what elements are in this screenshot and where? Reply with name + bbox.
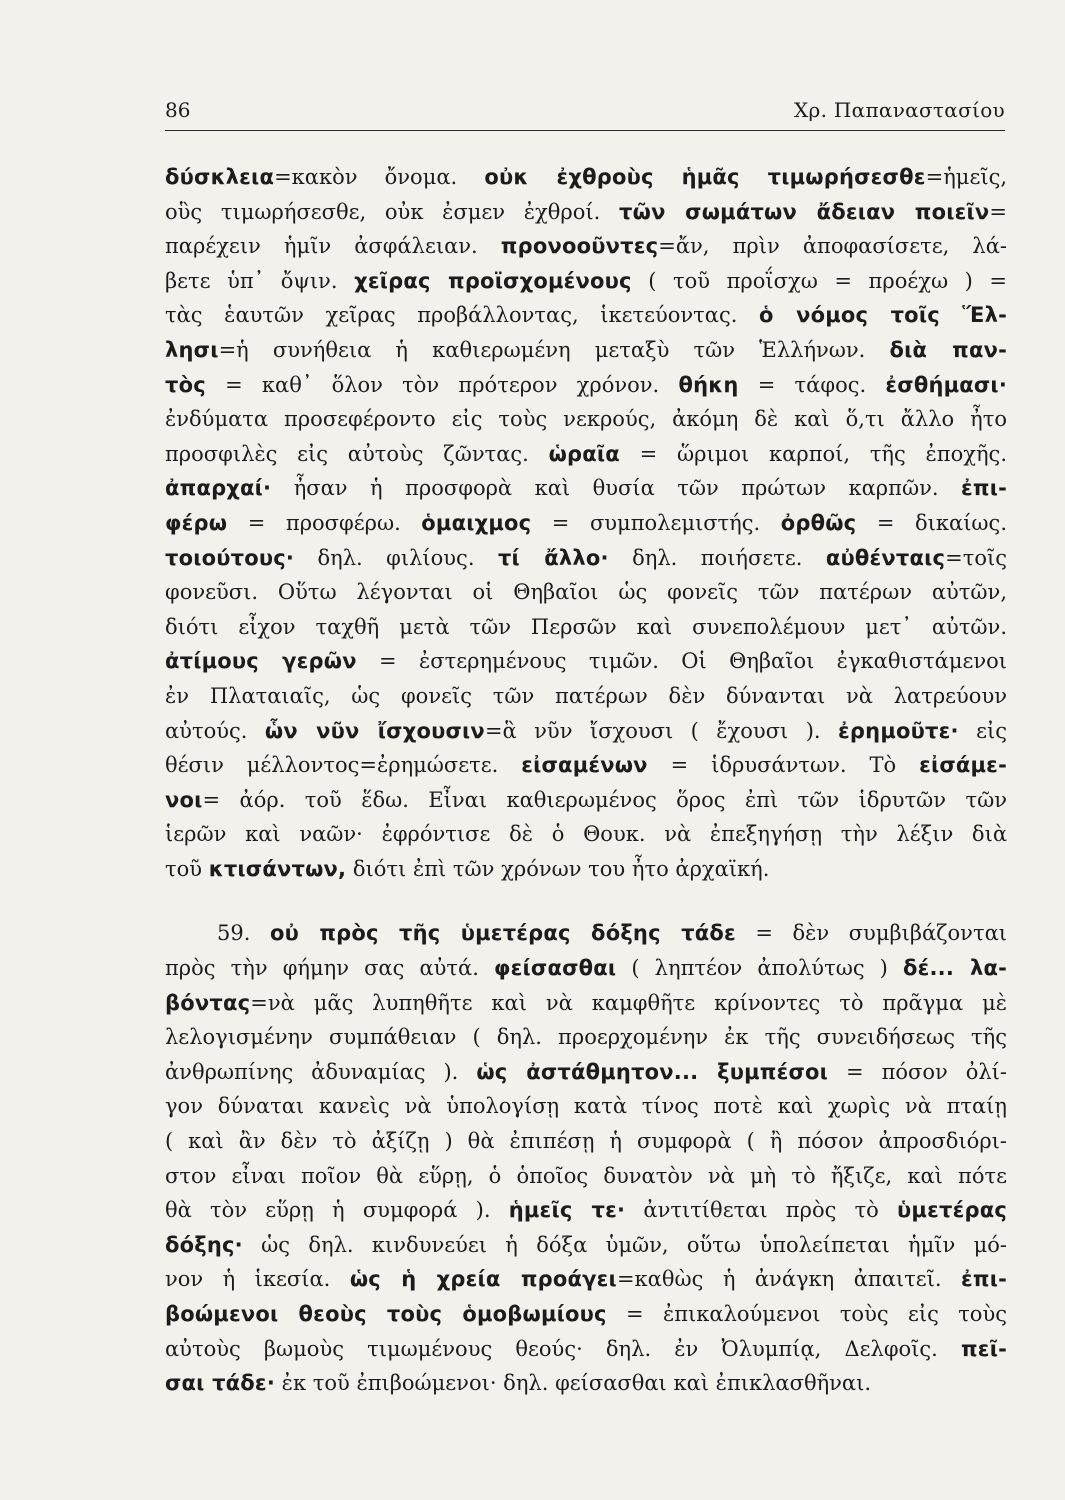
- text-line: [165, 541, 1007, 576]
- text-run: φονεῦσι. Οὕτω λέγονται οἱ Θηβαῖοι ὡς φονεῖς τῶν πατέρων αὐτῶν,: [165, 580, 1007, 605]
- text-run: = τάφος.: [738, 372, 886, 397]
- text-run: = ἐστερημένους τιμῶν. Οἱ Θηβαῖοι ἐγκαθιστάμενοι: [356, 649, 1007, 674]
- text-run: ( τοῦ προΐσχω = προέχω ) =: [631, 268, 1007, 293]
- text-line: [165, 1020, 1007, 1055]
- bold-term: τί ἄλλο·: [497, 545, 609, 570]
- bold-term: νοι: [165, 787, 203, 812]
- bold-term: ὀρθῶς: [780, 510, 857, 535]
- text-run: =καθὼς ἡ ἀνάγκη ἀπαιτεῖ.: [616, 1267, 961, 1292]
- text-run: = ἐπικαλούμενοι τοὺς εἰς τοὺς: [606, 1302, 1007, 1326]
- text-run: =κακὸν ὄνομα.: [274, 165, 485, 189]
- text-run: γον δύναται κανεὶς νὰ ὑπολογίσῃ κατὰ τίνος ποτὲ καὶ χωρὶς νὰ πταίῃ: [165, 1094, 1007, 1119]
- text-run: τὰς ἑαυτῶν χεῖρας προβάλλοντας, ἱκετεύοντας.: [165, 303, 759, 328]
- text-line: [165, 264, 1007, 299]
- bold-term: κτισάντων,: [208, 856, 347, 881]
- page-body-text: [165, 160, 1007, 1401]
- text-line: [165, 575, 1007, 610]
- paragraph-gap: [165, 886, 1007, 916]
- bold-term: αὐθένταις: [825, 545, 946, 570]
- bold-term: δέ... λα-: [902, 956, 1007, 981]
- bold-term: οὐ πρὸς τῆς ὑμετέρας δόξης τάδε: [269, 921, 736, 946]
- text-run: ἦσαν ἡ προσφορὰ καὶ θυσία τῶν πρώτων καρπῶν.: [271, 476, 961, 501]
- text-run: = συμπολεμιστής.: [531, 510, 781, 535]
- text-run: ὡς δηλ. κινδυνεύει ἡ δόξα ὑμῶν, οὕτω ὑπολείπεται ἡμῖν μό-: [242, 1232, 1007, 1257]
- text-run: ( ληπτέον ἀπολύτως ): [616, 956, 903, 981]
- text-line: [165, 951, 1007, 986]
- text-line: [165, 852, 1007, 887]
- text-run: διότι ἐπὶ τῶν χρόνων του ἦτο ἀρχαϊκή.: [346, 856, 770, 881]
- text-run: βετε ὑπ᾿ ὄψιν.: [165, 268, 355, 293]
- text-line: [165, 229, 1007, 264]
- text-line: [165, 1228, 1007, 1263]
- text-line: [165, 679, 1007, 714]
- text-run: παρέχειν ἡμῖν ἀσφάλειαν.: [165, 234, 501, 259]
- text-line: [165, 368, 1007, 403]
- bold-term: πεῖ-: [961, 1336, 1007, 1361]
- bold-term: δόξης·: [165, 1232, 243, 1257]
- bold-term: ὧν νῦν ἴσχουσιν: [264, 718, 485, 743]
- text-run: θέσιν μέλλοντος=ἐρημώσετε.: [165, 753, 522, 778]
- text-line: [165, 714, 1007, 749]
- text-run: 59.: [217, 921, 270, 946]
- text-run: εἰς: [958, 718, 1007, 743]
- text-run: = καθ᾿ ὅλον τὸν πρότερον χρόνον.: [205, 372, 679, 397]
- bold-term: τὸς: [165, 372, 206, 397]
- text-run: = ἱδρυσάντων. Τὸ: [647, 753, 920, 778]
- text-line: [165, 471, 1007, 506]
- bold-term: ὡς ἀστάθμητον... ξυμπέσοι: [476, 1059, 829, 1084]
- text-run: οὓς τιμωρήσεσθε, οὐκ ἐσμεν ἐχθροί.: [165, 199, 620, 224]
- bold-term: διὰ παν-: [889, 337, 1007, 362]
- bold-term: ὁμαιχμος: [421, 510, 532, 535]
- text-line: [165, 195, 1007, 230]
- bold-term: ὡραῖα: [548, 441, 620, 466]
- text-line: [165, 1366, 1007, 1401]
- text-run: αὐτοὺς βωμοὺς τιμωμένους θεούς· δηλ. ἐν Ὀλυμπίᾳ, Δελφοῖς.: [165, 1336, 961, 1361]
- text-run: =ἡ συνήθεια ἡ καθιερωμένη μεταξὺ τῶν Ἑλλήνων.: [218, 337, 890, 362]
- text-line: [165, 160, 1007, 195]
- text-run: ἀντιτίθεται πρὸς τὸ: [625, 1198, 898, 1223]
- text-run: = ὥριμοι καρποί, τῆς ἐποχῆς.: [619, 441, 1007, 466]
- text-run: = δὲν συμβιβάζονται: [735, 921, 1007, 946]
- bold-term: βόντας: [165, 990, 251, 1015]
- bold-term: τοιούτους·: [165, 545, 295, 570]
- text-run: = ἀόρ. τοῦ ἕδω. Εἶναι καθιερωμένος ὅρος ἐπὶ τῶν ἱδρυτῶν τῶν: [202, 787, 1007, 812]
- bold-term: ἀτίμους γερῶν: [165, 649, 357, 674]
- text-run: πρὸς τὴν φήμην σας αὐτά.: [165, 956, 494, 981]
- text-run: ἐνδύματα προσεφέροντο εἰς τοὺς νεκρούς, ἀκόμη δὲ καὶ ὅ,τι ἄλλο ἦτο: [165, 407, 1007, 432]
- text-line: [165, 610, 1007, 645]
- text-line: [165, 817, 1007, 852]
- bold-term: ἡμεῖς τε·: [508, 1198, 626, 1223]
- text-line: [165, 916, 1007, 951]
- bold-term: τῶν σωμάτων ἄδειαν ποιεῖν: [619, 199, 990, 224]
- text-run: = προσφέρω.: [227, 510, 422, 535]
- text-run: λελογισμένην συμπάθειαν ( δηλ. προερχομένην ἐκ τῆς συνειδήσεως τῆς: [165, 1025, 1007, 1050]
- text-line: [165, 333, 1007, 368]
- text-run: στον εἶναι ποῖον θὰ εὕρῃ, ὁ ὁποῖος δυνατὸν νὰ μὴ τὸ ἤξιζε, καὶ πότε: [165, 1163, 1007, 1188]
- text-run: ( καὶ ἂν δὲν τὸ ἀξίζῃ ) θὰ ἐπιπέσῃ ἡ συμφορὰ ( ἢ πόσον ἀπροσδιόρι-: [165, 1129, 1007, 1154]
- bold-term: ἐπι-: [961, 1267, 1007, 1292]
- bold-term: ὑμετέρας: [897, 1198, 1007, 1223]
- text-line: [165, 1089, 1007, 1124]
- page-number: 86: [165, 98, 191, 122]
- text-line: [165, 1124, 1007, 1159]
- text-run: αὐτούς.: [165, 718, 265, 743]
- bold-term: εἰσαμένων: [521, 753, 648, 778]
- bold-term: ἀπαρχαί·: [165, 476, 272, 501]
- text-run: =τοῖς: [945, 545, 1007, 570]
- bold-term: λησι: [165, 337, 219, 362]
- text-line: [165, 1055, 1007, 1090]
- text-line: [165, 402, 1007, 437]
- text-run: θὰ τὸν εὕρῃ ἡ συμφορά ).: [165, 1198, 509, 1223]
- text-line: [165, 986, 1007, 1021]
- text-line: [165, 1262, 1007, 1297]
- bold-term: οὐκ ἐχθροὺς ἡμᾶς τιμωρήσεσθε: [484, 165, 926, 189]
- text-run: =ἡμεῖς,: [925, 165, 1007, 189]
- text-line: [165, 506, 1007, 541]
- bold-term: θήκη: [678, 372, 739, 397]
- text-line: [165, 437, 1007, 472]
- text-line: [165, 1332, 1007, 1367]
- bold-term: ἐρημοῦτε·: [838, 718, 959, 743]
- bold-term: φείσασθαι: [494, 956, 617, 981]
- text-run: =νὰ μᾶς λυπηθῆτε καὶ νὰ καμφθῆτε κρίνοντες τὸ πρᾶγμα μὲ: [250, 990, 1007, 1015]
- text-line: [165, 1193, 1007, 1228]
- text-run: δηλ. φιλίους.: [294, 545, 498, 570]
- text-line: [165, 748, 1007, 783]
- text-run: νον ἡ ἱκεσία.: [165, 1267, 350, 1292]
- bold-term: φέρω: [165, 510, 228, 535]
- text-line: [165, 1159, 1007, 1194]
- text-line: [165, 644, 1007, 679]
- text-run: ἀνθρωπίνης ἀδυναμίας ).: [165, 1059, 477, 1084]
- header-rule: [165, 130, 1005, 131]
- bold-term: εἰσάμε-: [919, 753, 1007, 778]
- text-run: ἐν Πλαταιαῖς, ὡς φονεῖς τῶν πατέρων δὲν δύνανται νὰ λατρεύουν: [165, 683, 1007, 708]
- bold-term: ὁ νόμος τοῖς Ἕλ-: [759, 303, 1007, 328]
- text-line: [165, 298, 1007, 333]
- text-run: = δικαίως.: [856, 510, 1007, 535]
- text-line: [165, 1297, 1007, 1332]
- text-run: τοῦ: [165, 856, 209, 881]
- bold-term: βοώμενοι θεοὺς τοὺς ὁμοβωμίους: [165, 1302, 607, 1326]
- bold-term: δύσκλεια: [165, 165, 275, 189]
- text-run: δηλ. ποιήσετε.: [608, 545, 826, 570]
- text-run: διότι εἶχον ταχθῆ μετὰ τῶν Περσῶν καὶ συνεπολέμουν μετ᾿ αὐτῶν.: [165, 614, 1007, 639]
- text-run: =: [989, 199, 1007, 224]
- bold-term: ὡς ἡ χρεία προάγει: [349, 1267, 617, 1292]
- bold-term: προνοοῦντες: [500, 234, 659, 259]
- bold-term: σαι τάδε·: [165, 1371, 275, 1396]
- text-run: ἐκ τοῦ ἐπιβοώμενοι· δηλ. φείσασθαι καὶ ἐπικλασθῆναι.: [275, 1371, 872, 1396]
- bold-term: ἐσθήμασι·: [885, 372, 1007, 397]
- text-run: =ἃ νῦν ἴσχουσι ( ἔχουσι ).: [484, 718, 839, 743]
- text-run: ἱερῶν καὶ ναῶν· ἐφρόντισε δὲ ὁ Θουκ. νὰ ἐπεξηγήσῃ τὴν λέξιν διὰ: [165, 822, 1007, 847]
- text-run: = πόσον ὀλί-: [828, 1059, 1007, 1084]
- bold-term: ἐπι-: [961, 476, 1007, 501]
- running-head: Χρ. Παπαναστασίου: [794, 98, 1005, 122]
- bold-term: χεῖρας προϊσχομένους: [354, 268, 632, 293]
- text-run: =ἄν, πρὶν ἀποφασίσετε, λά-: [658, 234, 1007, 259]
- page-header: [165, 98, 1005, 128]
- text-line: [165, 783, 1007, 818]
- text-run: προσφιλὲς εἰς αὐτοὺς ζῶντας.: [165, 441, 549, 466]
